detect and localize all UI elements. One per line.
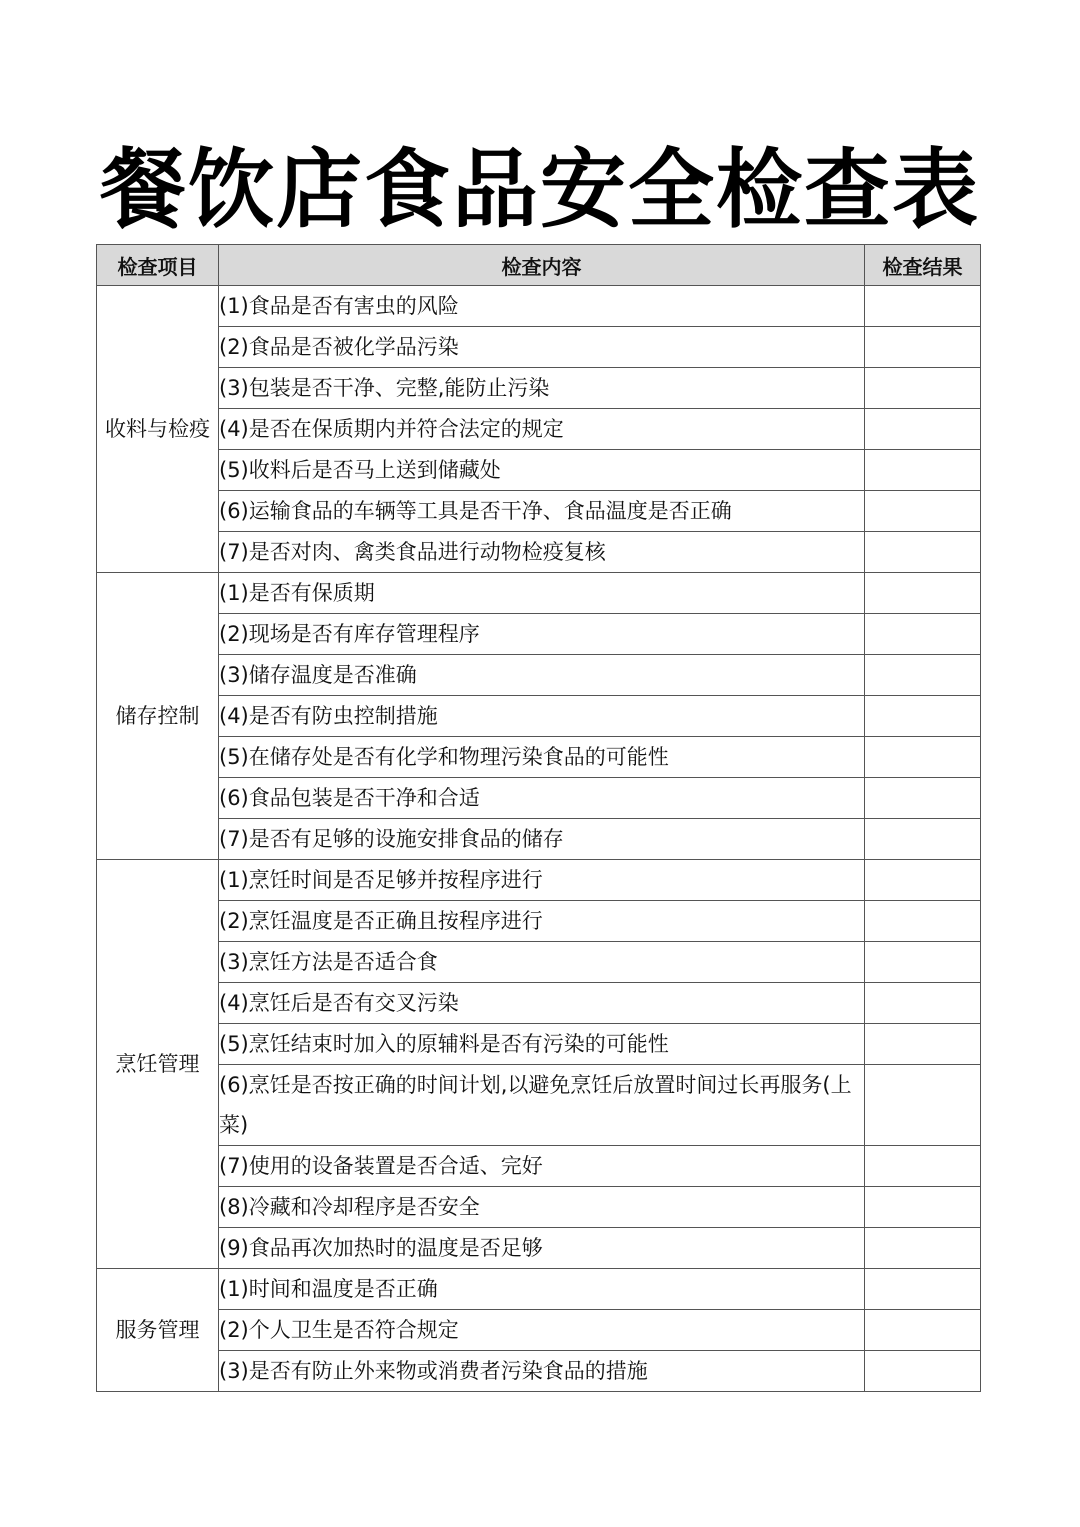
header-result: 检查结果 — [865, 245, 981, 286]
check-item: (1)食品是否有害虫的风险 — [219, 286, 865, 327]
category-cell: 储存控制 — [97, 573, 219, 860]
check-item: (3)储存温度是否准确 — [219, 655, 865, 696]
result-cell[interactable] — [865, 532, 981, 573]
table-row — [97, 901, 981, 942]
check-item: (4)是否在保质期内并符合法定的规定 — [219, 409, 865, 450]
table-row — [97, 450, 981, 491]
check-item: (5)烹饪结束时加入的原辅料是否有污染的可能性 — [219, 1024, 865, 1065]
result-cell[interactable] — [865, 573, 981, 614]
table-row — [97, 286, 981, 327]
result-cell[interactable] — [865, 327, 981, 368]
table-row — [97, 1269, 981, 1310]
page-title: 餐饮店食品安全检查表 — [100, 140, 980, 240]
header-category: 检查项目 — [97, 245, 219, 286]
result-cell[interactable] — [865, 1065, 981, 1146]
check-item: (3)是否有防止外来物或消费者污染食品的措施 — [219, 1351, 865, 1392]
result-cell[interactable] — [865, 655, 981, 696]
table-row — [97, 860, 981, 901]
result-cell[interactable] — [865, 1228, 981, 1269]
check-item: (5)在储存处是否有化学和物理污染食品的可能性 — [219, 737, 865, 778]
check-item: (2)食品是否被化学品污染 — [219, 327, 865, 368]
table-row — [97, 1146, 981, 1187]
result-cell[interactable] — [865, 696, 981, 737]
check-item: (2)个人卫生是否符合规定 — [219, 1310, 865, 1351]
result-cell[interactable] — [865, 286, 981, 327]
table-row — [97, 1065, 981, 1146]
inspection-table — [96, 244, 981, 1392]
result-cell[interactable] — [865, 901, 981, 942]
table-row — [97, 983, 981, 1024]
result-cell[interactable] — [865, 1351, 981, 1392]
result-cell[interactable] — [865, 491, 981, 532]
result-cell[interactable] — [865, 614, 981, 655]
result-cell[interactable] — [865, 860, 981, 901]
check-item: (1)时间和温度是否正确 — [219, 1269, 865, 1310]
table-row — [97, 696, 981, 737]
table-row — [97, 1024, 981, 1065]
header-content: 检查内容 — [219, 245, 865, 286]
check-item: (5)收料后是否马上送到储藏处 — [219, 450, 865, 491]
table-row — [97, 614, 981, 655]
table-row — [97, 1187, 981, 1228]
result-cell[interactable] — [865, 778, 981, 819]
table-row — [97, 1310, 981, 1351]
table-row — [97, 1351, 981, 1392]
table-row — [97, 737, 981, 778]
check-item: (6)烹饪是否按正确的时间计划,以避免烹饪后放置时间过长再服务(上菜) — [219, 1065, 865, 1146]
result-cell[interactable] — [865, 368, 981, 409]
result-cell[interactable] — [865, 1146, 981, 1187]
check-item: (2)烹饪温度是否正确且按程序进行 — [219, 901, 865, 942]
table-row — [97, 532, 981, 573]
result-cell[interactable] — [865, 983, 981, 1024]
table-row — [97, 491, 981, 532]
check-item: (9)食品再次加热时的温度是否足够 — [219, 1228, 865, 1269]
check-item: (1)烹饪时间是否足够并按程序进行 — [219, 860, 865, 901]
table-row — [97, 327, 981, 368]
table-header-row — [97, 245, 981, 286]
table-row — [97, 655, 981, 696]
check-item: (3)包装是否干净、完整,能防止污染 — [219, 368, 865, 409]
result-cell[interactable] — [865, 1187, 981, 1228]
category-cell: 收料与检疫 — [97, 286, 219, 573]
table-row — [97, 819, 981, 860]
check-item: (6)运输食品的车辆等工具是否干净、食品温度是否正确 — [219, 491, 865, 532]
check-item: (7)是否对肉、禽类食品进行动物检疫复核 — [219, 532, 865, 573]
category-cell: 烹饪管理 — [97, 860, 219, 1269]
result-cell[interactable] — [865, 450, 981, 491]
result-cell[interactable] — [865, 409, 981, 450]
check-item: (7)是否有足够的设施安排食品的储存 — [219, 819, 865, 860]
table-row — [97, 1228, 981, 1269]
result-cell[interactable] — [865, 737, 981, 778]
check-item: (2)现场是否有库存管理程序 — [219, 614, 865, 655]
check-item: (6)食品包装是否干净和合适 — [219, 778, 865, 819]
category-cell: 服务管理 — [97, 1269, 219, 1392]
result-cell[interactable] — [865, 942, 981, 983]
table-row — [97, 942, 981, 983]
table-row — [97, 368, 981, 409]
check-item: (1)是否有保质期 — [219, 573, 865, 614]
check-item: (8)冷藏和冷却程序是否安全 — [219, 1187, 865, 1228]
check-item: (7)使用的设备装置是否合适、完好 — [219, 1146, 865, 1187]
table-row — [97, 778, 981, 819]
check-item: (4)烹饪后是否有交叉污染 — [219, 983, 865, 1024]
result-cell[interactable] — [865, 1024, 981, 1065]
result-cell[interactable] — [865, 1269, 981, 1310]
check-item: (4)是否有防虫控制措施 — [219, 696, 865, 737]
result-cell[interactable] — [865, 1310, 981, 1351]
check-item: (3)烹饪方法是否适合食 — [219, 942, 865, 983]
table-row — [97, 409, 981, 450]
result-cell[interactable] — [865, 819, 981, 860]
table-row — [97, 573, 981, 614]
